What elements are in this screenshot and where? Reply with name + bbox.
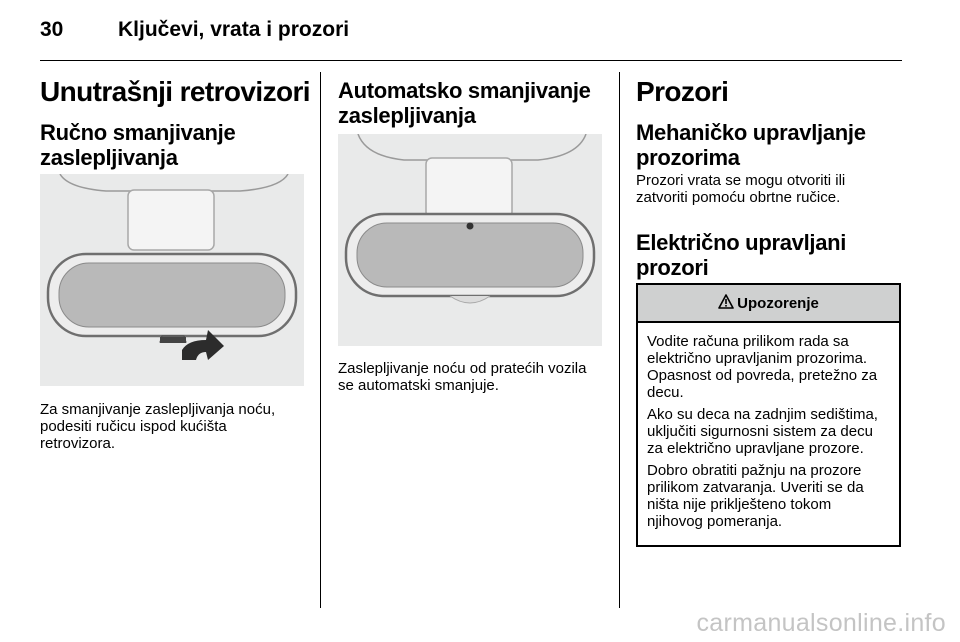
- heading-auto-antiglare-1: Automatsko smanjivanje: [338, 78, 591, 103]
- warning-body: [638, 323, 899, 530]
- warning-line: decu.: [647, 384, 684, 401]
- warning-line: električno upravljanim prozorima.: [647, 350, 868, 367]
- warning-paragraph: [647, 462, 891, 530]
- body-text-line: zatvoriti pomoću obrtne ručice.: [636, 189, 841, 206]
- subheading-manual-windows-2: prozorima: [636, 145, 740, 170]
- subheading-manual-antiglare-1: Ručno smanjivanje: [40, 120, 236, 145]
- auto-mirror-illustration: [338, 134, 602, 346]
- warning-line: za električno upravljane prozore.: [647, 440, 864, 457]
- warning-triangle-icon: [718, 294, 734, 313]
- body-text-line: Zaslepljivanje noću od pratećih vozila: [338, 360, 587, 377]
- running-title: Ključevi, vrata i prozori: [118, 18, 350, 41]
- header-rule: [40, 60, 902, 61]
- warning-line: Dobro obratiti pažnju na prozore: [647, 462, 862, 479]
- warning-line: Opasnost od povreda, pretežno za: [647, 367, 878, 384]
- body-text-line: podesiti ručicu ispod kućišta: [40, 418, 227, 435]
- body-text-line: retrovizora.: [40, 435, 116, 452]
- column-divider-2: [619, 72, 620, 608]
- subheading-manual-windows-1: Mehaničko upravljanje: [636, 120, 866, 145]
- body-text-line: Za smanjivanje zaslepljivanja noću,: [40, 401, 276, 418]
- manual-mirror-illustration: [40, 174, 304, 386]
- body-text-line: Prozori vrata se mogu otvoriti ili: [636, 172, 846, 189]
- page-number: 30: [40, 18, 64, 41]
- warning-line: njihovog pomeranja.: [647, 513, 783, 530]
- column-divider-1: [320, 72, 321, 608]
- watermark-text: carmanualsonline.info: [696, 609, 946, 637]
- body-text-line: se automatski smanjuje.: [338, 377, 499, 394]
- warning-title: Upozorenje: [737, 294, 819, 312]
- warning-line: Ako su deca na zadnjim sedištima,: [647, 406, 878, 423]
- warning-box: [636, 283, 901, 547]
- warning-line: ništa nije priklješteno tokom: [647, 496, 832, 513]
- warning-line: Vodite računa prilikom rada sa: [647, 333, 849, 350]
- section-heading-windows: Prozori: [636, 76, 729, 107]
- warning-paragraph: [647, 406, 891, 457]
- page-header: [40, 18, 902, 50]
- subheading-power-windows-1: Električno upravljani: [636, 230, 847, 255]
- warning-header: [638, 285, 899, 323]
- section-heading-interior-mirrors: Unutrašnji retrovizori: [40, 76, 310, 107]
- warning-line: uključiti sigurnosni sistem za decu: [647, 423, 873, 440]
- heading-auto-antiglare-2: zaslepljivanja: [338, 103, 476, 128]
- warning-paragraph: [647, 333, 891, 401]
- subheading-manual-antiglare-2: zaslepljivanja: [40, 145, 178, 170]
- warning-line: prilikom zatvaranja. Uveriti se da: [647, 479, 864, 496]
- subheading-power-windows-2: prozori: [636, 255, 709, 280]
